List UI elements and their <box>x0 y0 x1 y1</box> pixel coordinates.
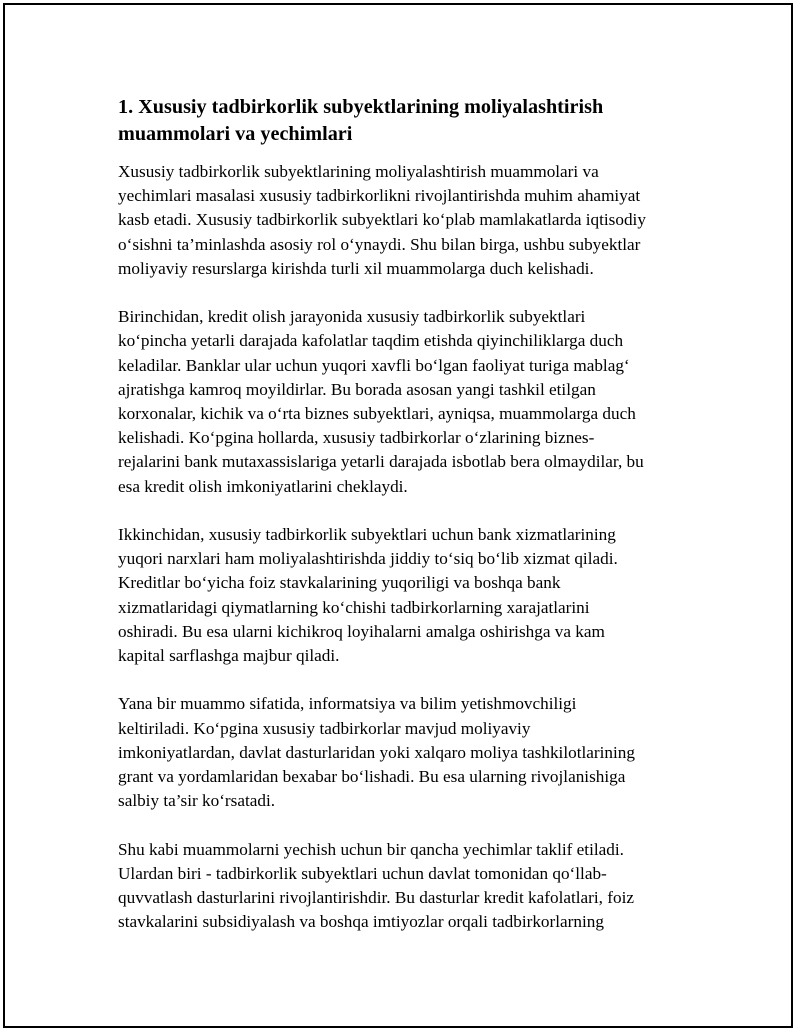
text-line: kelishadi. Ko‘pgina hollarda, xususiy tadbirkorlar o‘zlarining biznes- <box>118 428 595 448</box>
text-line: Ulardan biri - tadbirkorlik subyektlari uchun davlat tomonidan qo‘llab- <box>118 863 607 883</box>
text-line: ko‘pincha yetarli darajada kafolatlar taqdim etishda qiyinchiliklarga duch <box>118 331 624 351</box>
text-line: korxonalar, kichik va o‘rta biznes subyektlari, ayniqsa, muammolarga duch <box>118 404 636 424</box>
text-line: Shu kabi muammolarni yechish uchun bir qancha yechimlar taklif etiladi. <box>118 839 624 859</box>
text-line: Birinchidan, kredit olish jarayonida xususiy tadbirkorlik subyektlari <box>118 307 586 327</box>
text-line: kasb etadi. Xususiy tadbirkorlik subyektlari ko‘plab mamlakatlarda iqtisodiy <box>118 210 646 230</box>
text-line: kapital sarflashga majbur qiladi. <box>118 646 340 666</box>
text-line: yuqori narxlari ham moliyalashtirishda jiddiy to‘siq bo‘lib xizmat qiladi. <box>118 549 618 569</box>
paragraph-2 <box>118 305 686 499</box>
text-line: rejalarini bank mutaxassislariga yetarli darajada isbotlab bera olmaydilar, bu <box>118 452 644 472</box>
text-line: moliyaviy resurslarga kirishda turli xil muammolarga duch kelishadi. <box>118 258 594 278</box>
text-line: ajratishga kamroq moyildirlar. Bu borada asosan yangi tashkil etilgan <box>118 379 596 399</box>
heading-line: muammolari va yechimlari <box>118 123 353 145</box>
text-line: yechimlari masalasi xususiy tadbirkorlikni rivojlantirishda muhim ahamiyat <box>118 186 641 206</box>
text-line: esa kredit olish imkoniyatlarini cheklaydi. <box>118 476 408 496</box>
text-line: quvvatlash dasturlarini rivojlantirishdir. Bu dasturlar kredit kafolatlari, foiz <box>118 888 634 908</box>
paragraph-5 <box>118 838 686 935</box>
document-body <box>118 94 686 959</box>
paragraph-3 <box>118 523 686 668</box>
text-line: keltiriladi. Ko‘pgina xususiy tadbirkorlar mavjud moliyaviy <box>118 718 531 738</box>
heading-line: 1. Xususiy tadbirkorlik subyektlarining moliyalashtirish <box>118 96 604 118</box>
text-line: stavkalarini subsidiyalash va boshqa imtiyozlar orqali tadbirkorlarning <box>118 912 604 932</box>
text-line: grant va yordamlaridan bexabar bo‘lishadi. Bu esa ularning rivojlanishiga <box>118 767 626 787</box>
paragraph-4 <box>118 692 686 813</box>
text-line: xizmatlaridagi qiymatlarning ko‘chishi tadbirkorlarning xarajatlarini <box>118 597 590 617</box>
text-line: oshiradi. Bu esa ularni kichikroq loyihalarni amalga oshirishga va kam <box>118 621 605 641</box>
text-line: keladilar. Banklar ular uchun yuqori xavfli bo‘lgan faoliyat turiga mablag‘ <box>118 355 630 375</box>
text-line: imkoniyatlardan, davlat dasturlaridan yoki xalqaro moliya tashkilotlarining <box>118 742 635 762</box>
text-line: Yana bir muammo sifatida, informatsiya va bilim yetishmovchiligi <box>118 694 577 714</box>
text-line: Ikkinchidan, xususiy tadbirkorlik subyektlari uchun bank xizmatlarining <box>118 525 616 545</box>
text-line: Kreditlar bo‘yicha foiz stavkalarining yuqoriligi va boshqa bank <box>118 573 561 593</box>
section-heading <box>118 94 686 148</box>
paragraph-1 <box>118 160 686 281</box>
text-line: o‘sishni ta’minlashda asosiy rol o‘ynaydi. Shu bilan birga, ushbu subyektlar <box>118 234 641 254</box>
text-line: salbiy ta’sir ko‘rsatadi. <box>118 791 276 811</box>
text-line: Xususiy tadbirkorlik subyektlarining moliyalashtirish muammolari va <box>118 162 599 181</box>
